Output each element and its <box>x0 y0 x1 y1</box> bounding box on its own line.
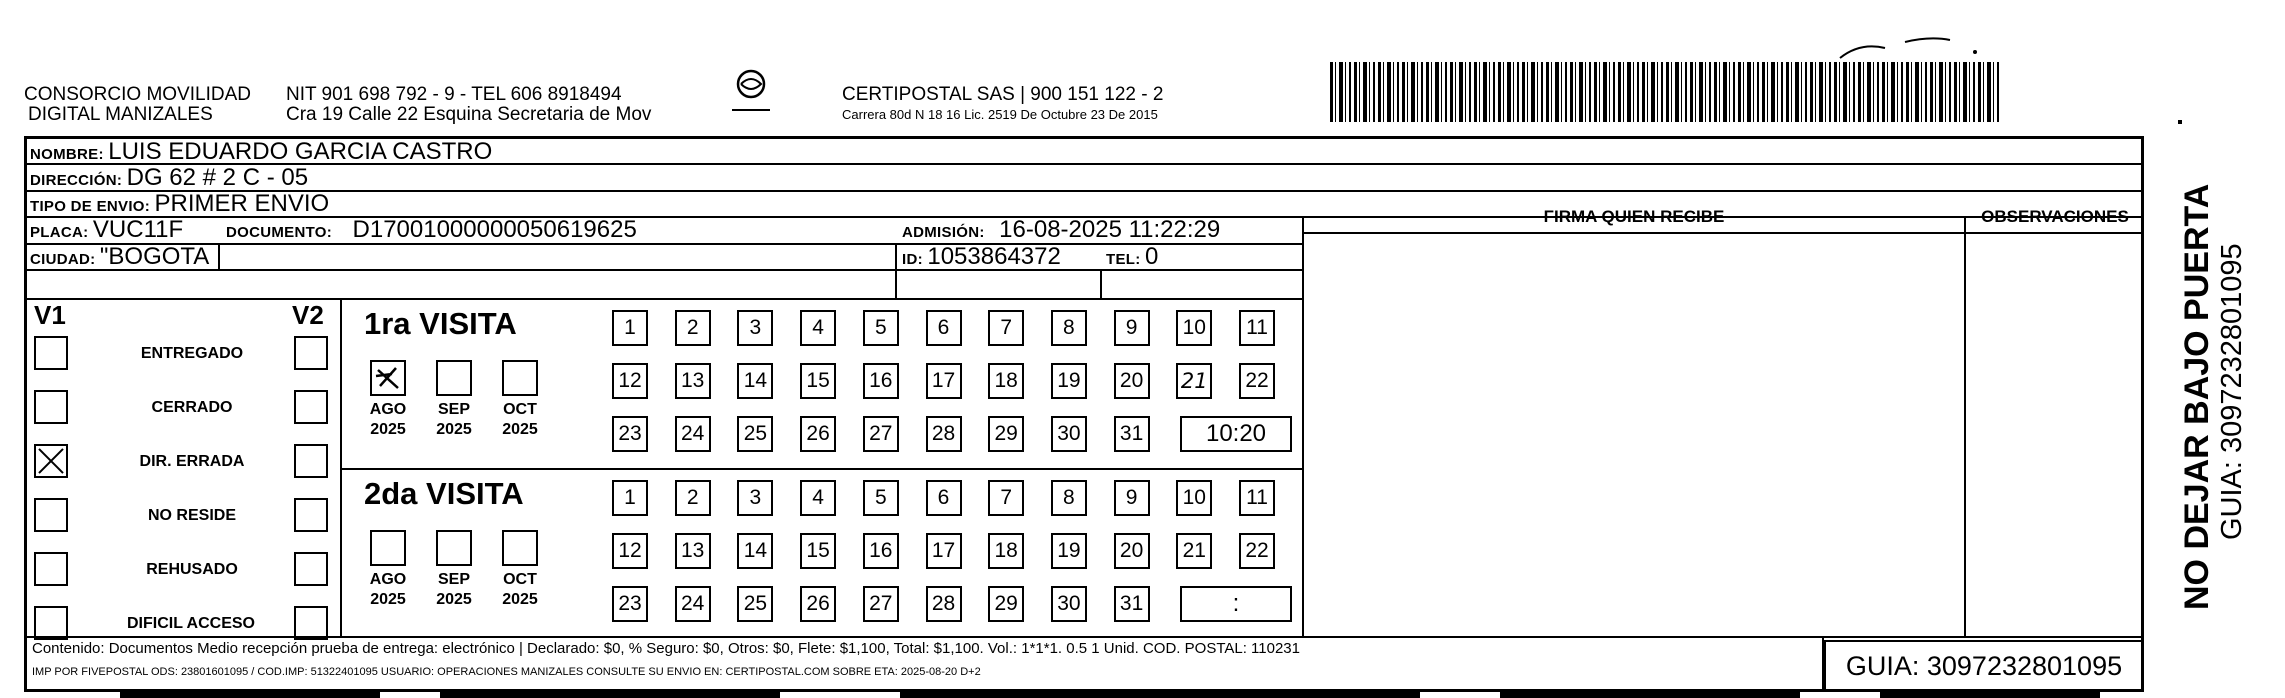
second-visit-day-box[interactable]: 28 <box>926 586 962 622</box>
first-visit-day-box[interactable]: 27 <box>863 416 899 452</box>
second-visit-day-box[interactable]: 29 <box>988 586 1024 622</box>
first-visit-day-box-marked[interactable]: 21 <box>1176 363 1212 399</box>
direccion-value: DG 62 # 2 C - 05 <box>126 164 309 191</box>
first-visit-day-box[interactable]: 14 <box>737 363 773 399</box>
first-visit-day-box[interactable]: 1 <box>612 310 648 346</box>
second-visit-month-label: SEP <box>437 571 470 588</box>
first-visit-day-box[interactable]: 26 <box>800 416 836 452</box>
second-visit-day-box[interactable]: 24 <box>675 586 711 622</box>
first-visit-day-box[interactable]: 25 <box>737 416 773 452</box>
second-visit-day-box[interactable]: 10 <box>1176 480 1212 516</box>
company-address: Cra 19 Calle 22 Esquina Secretaria de Mov <box>286 104 652 125</box>
first-visit-day-box[interactable]: 18 <box>988 363 1024 399</box>
second-visit-day-box[interactable]: 18 <box>988 533 1024 569</box>
field-nombre: NOMBRE: LUIS EDUARDO GARCIA CASTRO <box>30 138 493 165</box>
pen-mark-icon <box>1800 20 2080 70</box>
status-label: DIFICIL ACCESO <box>126 615 255 632</box>
first-visit-day-box[interactable]: 22 <box>1239 363 1275 399</box>
nombre-value: LUIS EDUARDO GARCIA CASTRO <box>108 138 493 165</box>
first-visit-month-label: OCT <box>503 401 537 418</box>
second-visit-day-box[interactable]: 21 <box>1176 533 1212 569</box>
second-visit-day-box[interactable]: 4 <box>800 480 836 516</box>
second-visit-day-box[interactable]: 25 <box>737 586 773 622</box>
second-visit-day-box[interactable]: 16 <box>863 533 899 569</box>
second-visit-day-box[interactable]: 9 <box>1114 480 1150 516</box>
second-visit-day-box[interactable]: 15 <box>800 533 836 569</box>
first-visit-day-box[interactable]: 31 <box>1114 416 1150 452</box>
second-visit-month-label: AGO <box>369 571 407 588</box>
v2-checkbox[interactable] <box>294 444 328 478</box>
v2-checkbox[interactable] <box>294 552 328 586</box>
field-ciudad: CIUDAD: "BOGOTA <box>30 243 210 270</box>
first-visit-month-label: SEP <box>437 401 470 418</box>
second-visit-hour-box[interactable]: : <box>1180 586 1292 622</box>
second-visit-day-box[interactable]: 17 <box>926 533 962 569</box>
second-visit-day-box[interactable]: 26 <box>800 586 836 622</box>
v1-checkbox[interactable] <box>34 390 68 424</box>
company-name-line2: DIGITAL MANIZALES <box>28 104 213 125</box>
first-visit-day-box[interactable]: 23 <box>612 416 648 452</box>
v1-checkbox[interactable] <box>34 552 68 586</box>
status-label: REHUSADO <box>146 561 238 578</box>
barcode <box>1330 62 2000 122</box>
field-tel: TEL: 0 <box>1106 243 1159 270</box>
first-visit-day-box[interactable]: 17 <box>926 363 962 399</box>
tipo-envio-value: PRIMER ENVIO <box>154 190 330 217</box>
first-visit-day-box[interactable]: 28 <box>926 416 962 452</box>
second-visit-day-box[interactable]: 8 <box>1051 480 1087 516</box>
first-visit-day-box[interactable]: 29 <box>988 416 1024 452</box>
admision-value: 16-08-2025 11:22:29 <box>999 216 1221 243</box>
second-visit-year-label: 2025 <box>436 591 472 608</box>
second-visit-day-box[interactable]: 12 <box>612 533 648 569</box>
first-visit-year-label: 2025 <box>502 421 538 438</box>
first-visit-day-box[interactable]: 13 <box>675 363 711 399</box>
v1-checkbox[interactable] <box>34 498 68 532</box>
first-visit-day-box[interactable]: 12 <box>612 363 648 399</box>
first-visit-day-box[interactable]: 6 <box>926 310 962 346</box>
first-visit-day-box[interactable]: 9 <box>1114 310 1150 346</box>
second-visit-day-box[interactable]: 19 <box>1051 533 1087 569</box>
v1-checkbox[interactable] <box>34 444 68 478</box>
second-visit-day-box[interactable]: 13 <box>675 533 711 569</box>
status-label: ENTREGADO <box>140 345 244 362</box>
second-visit-year-label: 2025 <box>502 591 538 608</box>
first-visit-year-label: 2025 <box>370 421 406 438</box>
second-visit-day-box[interactable]: 6 <box>926 480 962 516</box>
second-visit-day-box[interactable]: 2 <box>675 480 711 516</box>
first-visit-day-box[interactable]: 4 <box>800 310 836 346</box>
first-visit-day-box[interactable]: 20 <box>1114 363 1150 399</box>
second-visit-month-checkbox[interactable] <box>370 530 406 566</box>
v2-header: V2 <box>292 300 324 330</box>
first-visit-year-label: 2025 <box>436 421 472 438</box>
status-label: DIR. ERRADA <box>139 453 245 470</box>
certipostal-logo-icon <box>728 66 774 116</box>
second-visit-day-box[interactable]: 14 <box>737 533 773 569</box>
first-visit-day-box[interactable]: 11 <box>1239 310 1275 346</box>
second-visit-day-box[interactable]: 22 <box>1239 533 1275 569</box>
guia-number: GUIA: 3097232801095 <box>1824 640 2144 692</box>
second-visit-day-box[interactable]: 31 <box>1114 586 1150 622</box>
second-visit-title: 2da VISITA <box>364 476 524 511</box>
side-warning: NO DEJAR BAJO PUERTA <box>2178 183 2216 610</box>
side-guia: GUIA: 3097232801095 <box>2216 243 2248 540</box>
firma-header: FIRMA QUIEN RECIBE <box>1543 207 1725 226</box>
v1-checkbox[interactable] <box>34 606 68 640</box>
status-label: CERRADO <box>151 399 233 416</box>
first-visit-day-box[interactable]: 19 <box>1051 363 1087 399</box>
carrier-name: CERTIPOSTAL SAS | 900 151 122 - 2 <box>842 84 1164 105</box>
first-visit-day-box[interactable]: 24 <box>675 416 711 452</box>
first-visit-day-box[interactable]: 30 <box>1051 416 1087 452</box>
status-label: NO RESIDE <box>147 507 236 524</box>
first-visit-day-box[interactable]: 3 <box>737 310 773 346</box>
placa-value: VUC11F <box>92 216 184 243</box>
field-tipo-envio: TIPO DE ENVIO: PRIMER ENVIO <box>30 190 330 217</box>
first-visit-month-label: AGO <box>369 401 407 418</box>
first-visit-day-box[interactable]: 8 <box>1051 310 1087 346</box>
first-visit-day-box[interactable]: 2 <box>675 310 711 346</box>
ciudad-value: "BOGOTA <box>99 243 210 270</box>
first-visit-hour-box[interactable]: 10:20 <box>1180 416 1292 452</box>
company-name-line1: CONSORCIO MOVILIDAD <box>24 84 251 105</box>
second-visit-day-box[interactable]: 1 <box>612 480 648 516</box>
v2-checkbox[interactable] <box>294 498 328 532</box>
v2-checkbox[interactable] <box>294 606 328 640</box>
tel-value: 0 <box>1144 243 1159 270</box>
side-mark <box>2178 120 2182 124</box>
second-visit-day-box[interactable]: 20 <box>1114 533 1150 569</box>
v2-checkbox[interactable] <box>294 336 328 370</box>
second-visit-day-box[interactable]: 5 <box>863 480 899 516</box>
second-visit-day-box[interactable]: 7 <box>988 480 1024 516</box>
first-visit-title: 1ra VISITA <box>364 306 517 341</box>
second-visit-day-box[interactable]: 3 <box>737 480 773 516</box>
first-visit-day-box[interactable]: 5 <box>863 310 899 346</box>
documento-value: D17001000000050619625 <box>352 216 637 243</box>
first-visit-day-box[interactable]: 16 <box>863 363 899 399</box>
second-visit-month-label: OCT <box>503 571 537 588</box>
first-visit-day-box[interactable]: 7 <box>988 310 1024 346</box>
field-admision: ADMISIÓN: 16-08-2025 11:22:29 <box>902 216 1221 243</box>
id-value: 1053864372 <box>927 243 1061 270</box>
second-visit-day-box[interactable]: 30 <box>1051 586 1087 622</box>
second-visit-day-box[interactable]: 11 <box>1239 480 1275 516</box>
v2-checkbox[interactable] <box>294 390 328 424</box>
first-visit-day-box[interactable]: 15 <box>800 363 836 399</box>
first-visit-day-box[interactable]: 10 <box>1176 310 1212 346</box>
second-visit-month-checkbox[interactable] <box>436 530 472 566</box>
footer-print-info: IMP POR FIVEPOSTAL ODS: 23801601095 / COD.IMP: 51322401095 USUARIO: OPERACIONES MANIZALES CONSULTE SU ENVIO EN: CERTIPOSTAL.COM SOBRE ETA: 2025-08-20 D+2 <box>32 666 981 678</box>
field-documento: DOCUMENTO: D17001000000050619625 <box>226 216 637 243</box>
company-nit: NIT 901 698 792 - 9 - TEL 606 8918494 <box>286 84 622 105</box>
second-visit-day-box[interactable]: 23 <box>612 586 648 622</box>
field-placa: PLACA: VUC11F <box>30 216 184 243</box>
second-visit-year-label: 2025 <box>370 591 406 608</box>
field-id: ID: 1053864372 <box>902 243 1061 270</box>
field-direccion: DIRECCIÓN: DG 62 # 2 C - 05 <box>30 164 309 191</box>
second-visit-day-box[interactable]: 27 <box>863 586 899 622</box>
footer-content: Contenido: Documentos Medio recepción prueba de entrega: electrónico | Declarado: $0, % Seguro: $0, Otros: $0, Flete: $1,100, Total: $1,100. Vol.: 1*1*1. 0.5 1 Unid. COD. POSTAL: 110231 <box>32 640 1300 657</box>
v1-checkbox[interactable] <box>34 336 68 370</box>
carrier-address: Carrera 80d N 18 16 Lic. 2519 De Octubre 23 De 2015 <box>842 107 1158 122</box>
first-visit-month-checkbox[interactable] <box>436 360 472 396</box>
first-visit-month-checkbox[interactable] <box>502 360 538 396</box>
second-visit-month-checkbox[interactable] <box>502 530 538 566</box>
v1-header: V1 <box>34 300 66 330</box>
observaciones-header: OBSERVACIONES <box>1981 207 2129 226</box>
first-visit-month-checkbox[interactable] <box>370 360 406 396</box>
